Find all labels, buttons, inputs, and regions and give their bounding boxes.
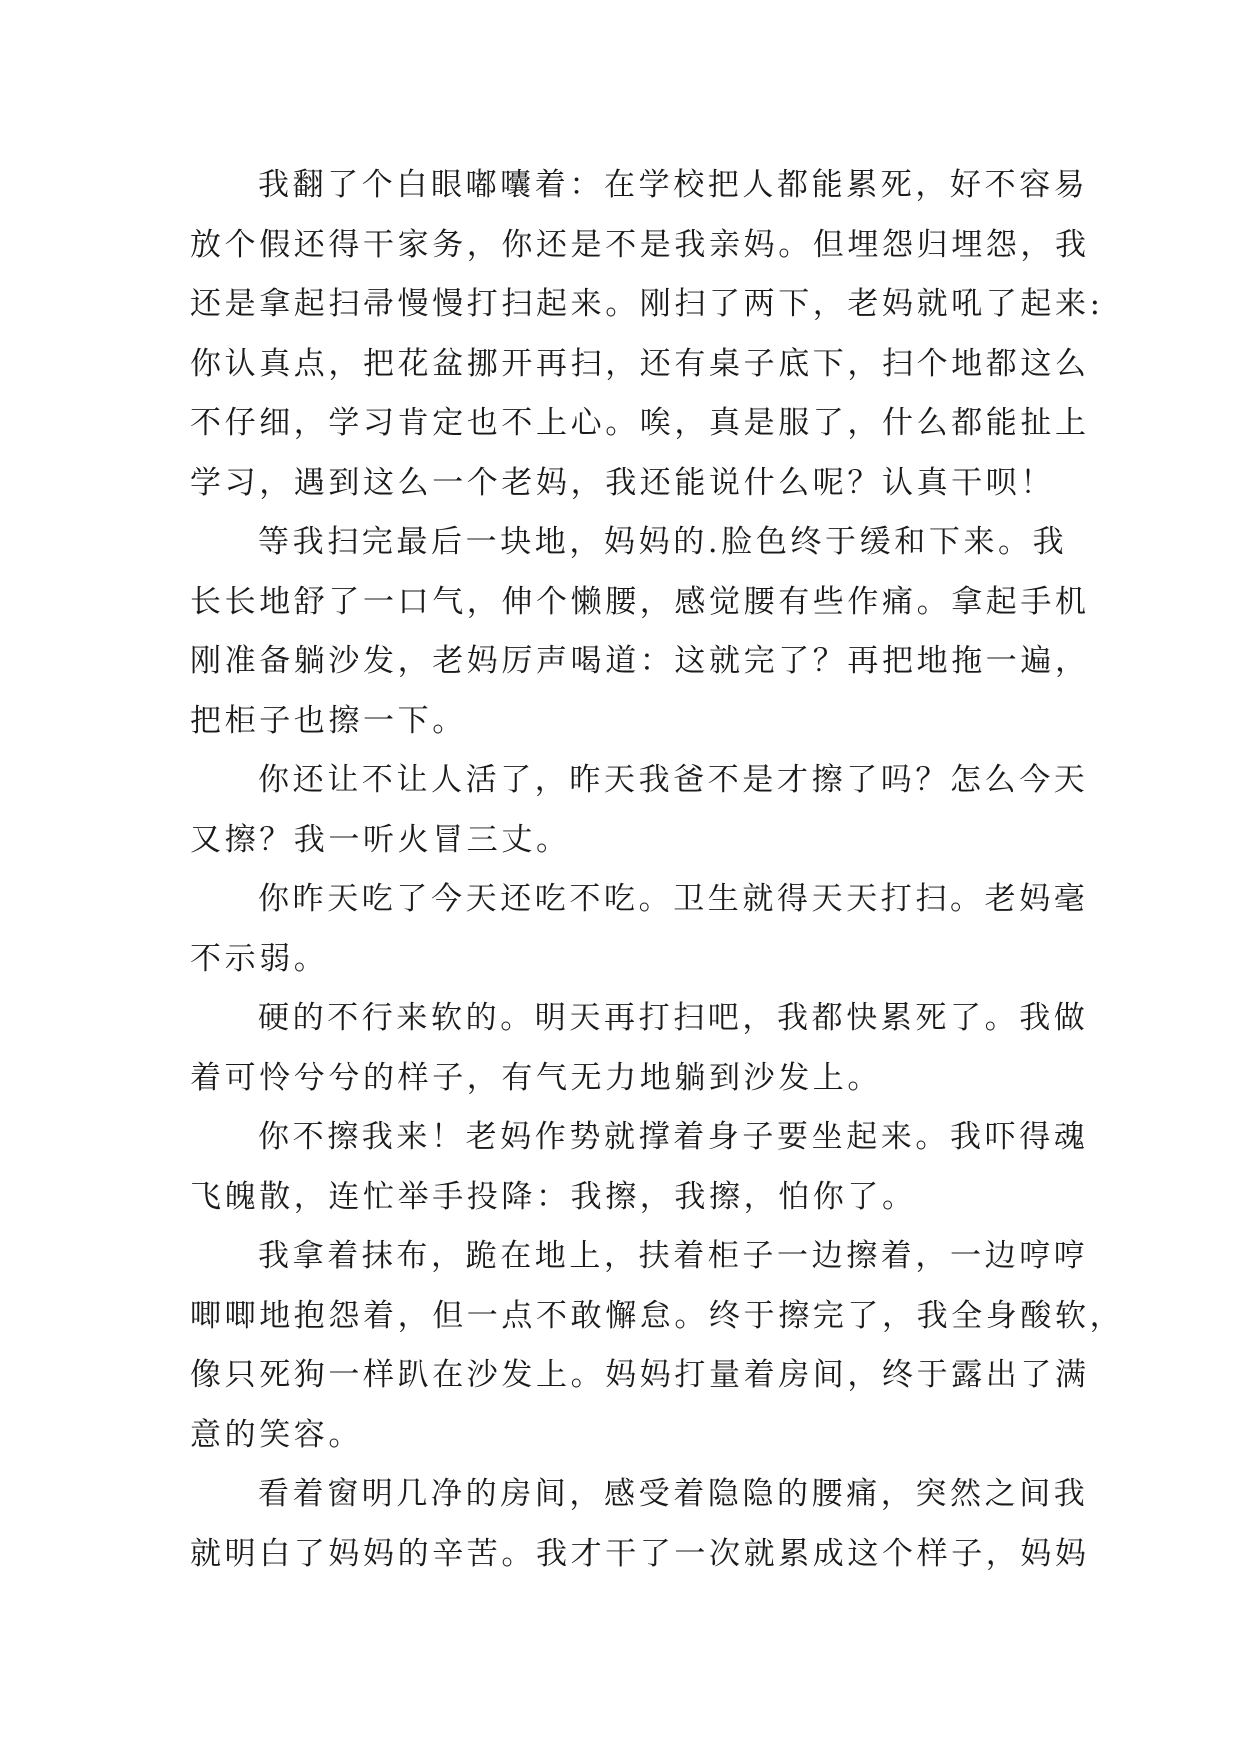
text-line-8: 长长地舒了一口气，伸个懒腰，感觉腰有些作痛。拿起手机 <box>190 583 1090 620</box>
text-line-11: 你还让不让人活了，昨天我爸不是才擦了吗？怎么今天 <box>258 762 1089 798</box>
text-line-18: 飞魄散，连忙举手投降：我擦，我擦，怕你了。 <box>190 1178 917 1215</box>
text-line-1: 我翻了个白眼嘟囔着：在学校把人都能累死，好不容易 <box>258 167 1089 203</box>
text-line-17: 你不擦我来！老妈作势就撑着身子要坐起来。我吓得魂 <box>258 1119 1089 1155</box>
text-line-7: 等我扫完最后一块地，妈妈的.脸色终于缓和下来。我 <box>258 524 1068 560</box>
text-line-21: 像只死狗一样趴在沙发上。妈妈打量着房间，终于露出了满 <box>190 1357 1090 1393</box>
text-line-14: 不示弱。 <box>190 940 329 977</box>
text-line-9: 刚准备躺沙发，老妈厉声喝道：这就完了？再把地拖一遍， <box>190 643 1090 679</box>
text-line-19: 我拿着抹布，跪在地上，扶着柜子一边擦着，一边哼哼 <box>258 1238 1089 1274</box>
text-line-5: 不仔细，学习肯定也不上心。唉，真是服了，什么都能扯上 <box>190 405 1090 441</box>
text-line-2: 放个假还得干家务，你还是不是我亲妈。但埋怨归埋怨，我 <box>190 226 1090 263</box>
text-line-6: 学习，遇到这么一个老妈，我还能说什么呢？认真干呗！ <box>190 464 1055 501</box>
text-line-15: 硬的不行来软的。明天再打扫吧，我都快累死了。我做 <box>258 1000 1089 1036</box>
text-line-16: 着可怜兮兮的样子，有气无力地躺到沙发上。 <box>190 1059 882 1096</box>
text-line-10: 把柜子也擦一下。 <box>190 702 467 739</box>
text-line-23: 看着窗明几净的房间，感受着隐隐的腰痛，突然之间我 <box>258 1476 1089 1512</box>
essay-body <box>190 156 1125 1584</box>
text-line-3: 还是拿起扫帚慢慢打扫起来。刚扫了两下，老妈就吼了起来: <box>190 286 1104 322</box>
text-line-22: 意的笑容。 <box>190 1416 363 1453</box>
text-line-12: 又擦？我一听火冒三丈。 <box>190 821 571 858</box>
text-line-4: 你认真点，把花盆挪开再扫，还有桌子底下，扫个地都这么 <box>190 345 1090 382</box>
text-line-20: 唧唧地抱怨着，但一点不敢懈怠。终于擦完了，我全身酸软， <box>190 1297 1125 1334</box>
text-line-24: 就明白了妈妈的辛苦。我才干了一次就累成这个样子，妈妈 <box>190 1535 1090 1572</box>
text-line-13: 你昨天吃了今天还吃不吃。卫生就得天天打扫。老妈毫 <box>258 881 1089 917</box>
